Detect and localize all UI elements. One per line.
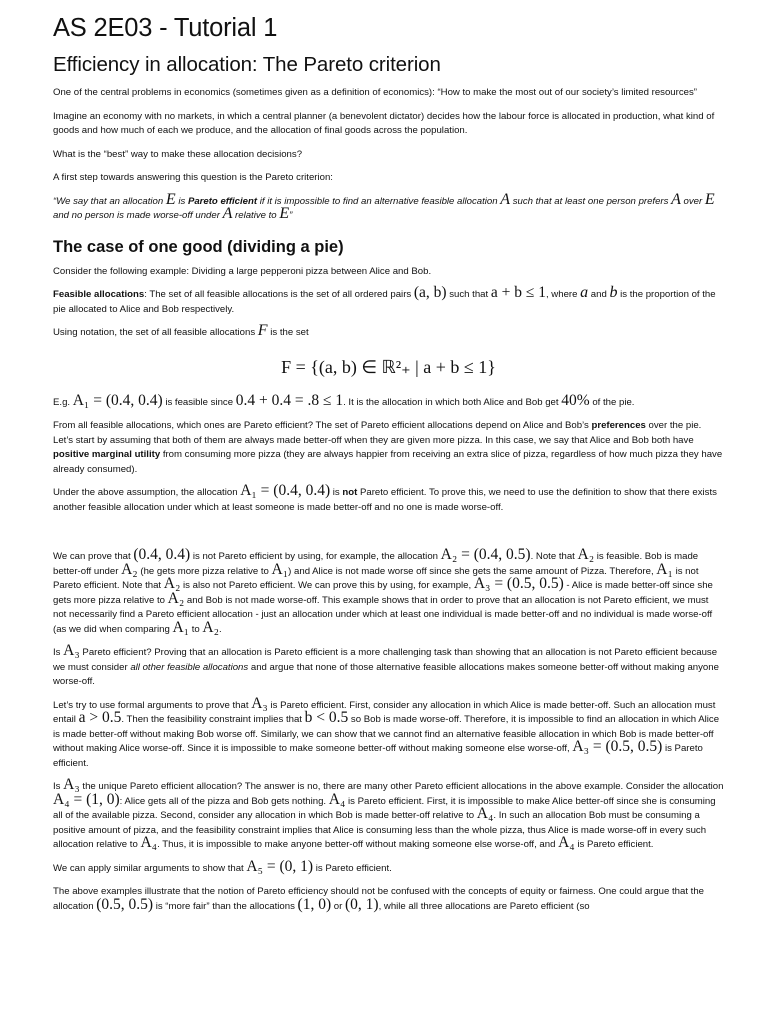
unique-paragraph: Is A₃ the unique Pareto efficient allocation? The answer is no, there are many other Pareto efficient allocations in the above example. Consider the allocation A₄ = (1, 0): Alice gets all of the pizza and Bob gets nothing. A₄ is Pareto efficient. First, it is impossible to make Alice better-off since she is consuming all of the available pizza. Second, consider any allocation in which Bob is made better-off relative to A₄. In such an allocation Bob must be consuming a positive amount of pizza, and the feasibility constraint implies that Alice is consuming less than the whole pizza, thus Alice is made worse-off in every such allocation relative to A₄. Thus, it is impossible to make anyone better-off without making someone else worse-off, and A₄ is Pareto efficient. — [53, 776, 724, 851]
section-title: Efficiency in allocation: The Pareto criterion — [53, 53, 441, 76]
pareto-definition: “We say that an allocation E is Pareto efficient if it is impossible to find an alternative feasible allocation A such that at least one person prefers A over E and no person is made worse-off under A relative to E” — [53, 190, 715, 222]
similar-paragraph: We can apply similar arguments to show that A₅ = (0, 1) is Pareto efficient. — [53, 857, 392, 875]
which-efficient-paragraph: From all feasible allocations, which ones are Pareto efficient? The set of Pareto efficient allocations depend on Alice and Bob’s preferences over the pie. Let’s start by assuming that both of them are always made better-off when they are given more pizza. In this case, we say that Alice and Bob both have positive marginal utility from consuming more pizza (they are always happier from receiving an extra slice of pizza, regardless of how much pizza they have already consumed). — [53, 420, 723, 475]
imagine-paragraph: Imagine an economy with no markets, in which a central planner (a benevolent dictator) decides how the labour force is allocated in production, what kind of goods and how much of each we produce, and the allocation of final goods across the population. — [53, 110, 715, 136]
subsection-title: The case of one good (dividing a pie) — [53, 237, 344, 256]
is-a3-paragraph: Is A₃ Pareto efficient? Proving that an allocation is Pareto efficient is a more challenging task than showing that an allocation is not Pareto efficient because we must consider all other feasible allocations and argue that none of those alternative feasible allocations makes someone better-off without making anyone worse-off. — [53, 642, 719, 687]
notation-paragraph: Using notation, the set of all feasible allocations F is the set — [53, 322, 309, 339]
question-paragraph: What is the “best” way to make these allocation decisions? — [53, 148, 303, 160]
equity-paragraph: The above examples illustrate that the notion of Pareto efficiency should not be confused with the concepts of equity or fairness. One could argue that the allocation (0.5, 0.5) is “more fair” than the allocations (1, 0) or (0, 1), while all three allocations are Pareto efficient (so — [53, 886, 704, 913]
page-title: AS 2E03 - Tutorial 1 — [53, 14, 278, 42]
proof-paragraph: We can prove that (0.4, 0.4) is not Pareto efficient by using, for example, the allocation A₂ = (0.4, 0.5). Note that A₂ is feasible. Bob is made better-off under A₂ (he gets more pizza relative to A₁) and Alice is not made worse off since she gets the same amount of Pizza. Therefore, A₁ is not Pareto efficient. Note that A₂ is also not Pareto efficient. We can prove this by using, for example, A₃ = (0.5, 0.5) - Alice is made better-off since she gets more pizza relative to A₂ and Bob is not made worse-off. This example shows that in order to prove that an allocation is not Pareto efficient, we must not necessarily find a Pareto efficient allocation - just an allocation under which at least one individual is made better-off and no individual is made worse-off (as we did when comparing A₁ to A₂. — [53, 546, 713, 636]
intro-paragraph: One of the central problems in economics (sometimes given as a definition of economics): “How to make the most out of our society’s limited resources” — [53, 87, 697, 98]
feasible-set-formula: F = {(a, b) ∈ ℝ²₊ | a + b ≤ 1} — [281, 356, 496, 377]
formal-argument-paragraph: Let’s try to use formal arguments to prove that A₃ is Pareto efficient. First, consider any allocation in which Alice is made better-off. Such an allocation must entail a > 0.5. Then the feasibility constraint implies that b < 0.5 so Bob is made worse-off. Therefore, it is impossible to find an allocation in which Alice is made better-off without making Bob worse off. Similarly, we can show that we cannot find an alternative feasible allocation in which Bob is made better-off without making Alice worse-off. Since it is impossible to make someone better-off without making someone else worse-off, A₃ = (0.5, 0.5) is Pareto efficient. — [53, 694, 720, 769]
feasible-allocations-paragraph: Feasible allocations: The set of all feasible allocations is the set of all ordered pairs (a, b) such that a + b ≤ 1, where a and b is the proportion of the pie allocated to Alice and Bob respectively. — [53, 284, 716, 315]
first-step-paragraph: A first step towards answering this question is the Pareto criterion: — [53, 172, 333, 183]
example-intro: Consider the following example: Dividing a large pepperoni pizza between Alice and Bob. — [53, 265, 432, 277]
example-paragraph: E.g. A₁ = (0.4, 0.4) is feasible since 0.4 + 0.4 = .8 ≤ 1. It is the allocation in which both Alice and Bob get 40% of the pie. — [53, 391, 635, 409]
under-assumption-paragraph: Under the above assumption, the allocation A₁ = (0.4, 0.4) is not Pareto efficient. To prove this, we need to use the definition to show that there exists another feasible allocation under which at least someone is made better-off and no one is made worse-off. — [53, 482, 717, 513]
